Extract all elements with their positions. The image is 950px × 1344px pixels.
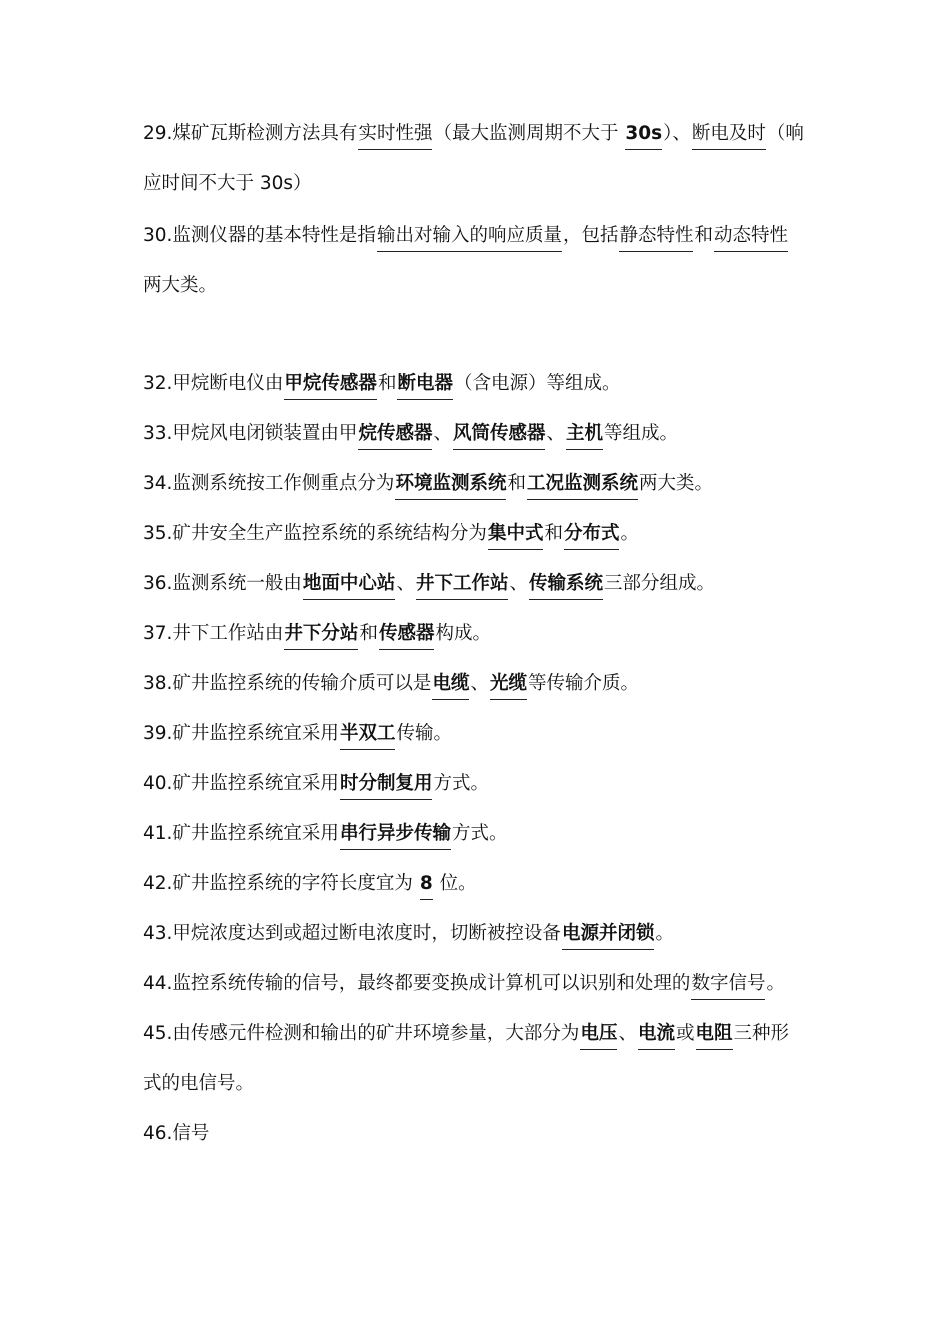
text-line (143, 120, 823, 150)
text-line (143, 620, 823, 650)
question-text: 和 (544, 523, 563, 544)
question-text: 。 (766, 973, 785, 994)
text-line (143, 820, 823, 850)
question-text: 42.矿井监控系统的字符长度宜为 (143, 873, 419, 894)
answer-blank: 电压 (580, 1022, 617, 1050)
question-text: 两大类。 (143, 275, 218, 296)
question-text: 三种形 (733, 1023, 790, 1044)
text-line (143, 222, 823, 252)
answer-blank: 传输系统 (529, 572, 603, 600)
question-text: （响 (766, 123, 804, 144)
answer-blank: 静态特性 (619, 224, 693, 252)
question-text: 和 (507, 473, 526, 494)
answer-blank: 输出对输入的响应质量 (377, 224, 562, 252)
question-text: 等组成。 (604, 423, 679, 444)
text-line (143, 520, 823, 550)
answer-blank: 半双工 (340, 722, 396, 750)
text-line (143, 170, 823, 198)
answer-blank: 时分制复用 (340, 772, 433, 800)
text-line (143, 770, 823, 800)
question-text: 、 (470, 673, 489, 694)
question-text: 或 (675, 1023, 695, 1044)
question-text: 和 (694, 225, 713, 246)
question-text: 35.矿井安全生产监控系统的系统结构分为 (143, 523, 487, 544)
question-text: 41.矿井监控系统宜采用 (143, 823, 339, 844)
question-text: 方式。 (433, 773, 489, 794)
question-text: （含电源）等组成。 (453, 373, 621, 394)
answer-blank: 主机 (566, 422, 603, 450)
answer-blank: 井下分站 (284, 622, 358, 650)
question-text: 、 (618, 1023, 637, 1044)
question-text: 40.矿井监控系统宜采用 (143, 773, 339, 794)
text-line (143, 870, 823, 900)
text-line (143, 720, 823, 750)
question-text: 式的电信号。 (143, 1073, 255, 1094)
answer-blank: 传感器 (379, 622, 435, 650)
question-text: ）、 (663, 123, 691, 144)
question-text: 和 (359, 623, 378, 644)
question-text: 29.煤矿瓦斯检测方法具有 (143, 123, 358, 144)
question-text: 34.监测系统按工作侧重点分为 (143, 473, 395, 494)
question-text: 传输。 (396, 723, 452, 744)
text-line (143, 970, 823, 1000)
text-line (143, 370, 823, 400)
question-text: 30.监测仪器的基本特性是指 (143, 225, 376, 246)
text-line (143, 570, 823, 600)
question-text: 、 (396, 573, 415, 594)
answer-blank: 电源并闭锁 (562, 922, 655, 950)
question-text: 36.监测系统一般由 (143, 573, 302, 594)
question-text: 33.甲烷风电闭锁装置由甲 (143, 423, 358, 444)
answer-blank: 电缆 (432, 672, 469, 700)
answer-blank: 环境监测系统 (395, 472, 506, 500)
answer-blank: 电阻 (696, 1022, 733, 1050)
question-text: 32.甲烷断电仪由 (143, 373, 284, 394)
question-text: 45.由传感元件检测和输出的矿井环境参量，大部分为 (143, 1023, 580, 1044)
question-text: 39.矿井监控系统宜采用 (143, 723, 339, 744)
answer-blank: 电流 (638, 1022, 675, 1050)
text-line (143, 470, 823, 500)
answer-blank: 光缆 (490, 672, 527, 700)
question-text: 位。 (433, 873, 477, 894)
answer-blank: 串行异步传输 (340, 822, 451, 850)
question-text: ，包括 (562, 225, 619, 246)
answer-blank: 工况监测系统 (527, 472, 638, 500)
answer-blank: 分布式 (564, 522, 620, 550)
question-text: 构成。 (435, 623, 491, 644)
question-text: 37.井下工作站由 (143, 623, 284, 644)
question-text: （最大监测周期不大于 (433, 123, 625, 144)
question-text: 等传输介质。 (527, 673, 639, 694)
question-text: 应时间不大于 30s） (143, 173, 312, 194)
question-text: 46.信号 (143, 1123, 210, 1144)
answer-blank: 数字信号 (691, 972, 765, 1000)
answer-blank: 实时性强 (358, 122, 432, 150)
question-text: 方式。 (451, 823, 508, 844)
question-text: 43.甲烷浓度达到或超过断电浓度时，切断被控设备 (143, 923, 561, 944)
question-text: 和 (377, 373, 397, 394)
question-text: 三部分组成。 (604, 573, 716, 594)
question-text: 、 (433, 423, 452, 444)
question-text: 44.监控系统传输的信号，最终都要变换成计算机可以识别和处理的 (143, 973, 691, 994)
text-line (143, 670, 823, 700)
answer-blank: 30s (625, 122, 662, 150)
question-text: 、 (546, 423, 565, 444)
answer-blank: 井下工作站 (416, 572, 509, 600)
answer-blank: 断电及时 (692, 122, 766, 150)
answer-blank: 地面中心站 (303, 572, 396, 600)
answer-blank: 烷传感器 (358, 422, 432, 450)
question-text: 。 (655, 923, 674, 944)
question-text: 38.矿井监控系统的传输介质可以是 (143, 673, 432, 694)
text-line (143, 1020, 823, 1050)
answer-blank: 8 (420, 872, 433, 900)
answer-blank: 动态特性 (714, 224, 788, 252)
text-line (143, 1120, 823, 1148)
text-line (143, 1070, 823, 1098)
answer-blank: 集中式 (488, 522, 544, 550)
question-text: 、 (509, 573, 528, 594)
answer-blank: 断电器 (397, 372, 453, 400)
answer-blank: 风筒传感器 (453, 422, 546, 450)
question-text: 。 (620, 523, 639, 544)
text-line (143, 272, 823, 300)
answer-blank: 甲烷传感器 (284, 372, 377, 400)
text-line (143, 920, 823, 950)
question-text: 两大类。 (638, 473, 713, 494)
text-line (143, 420, 823, 450)
